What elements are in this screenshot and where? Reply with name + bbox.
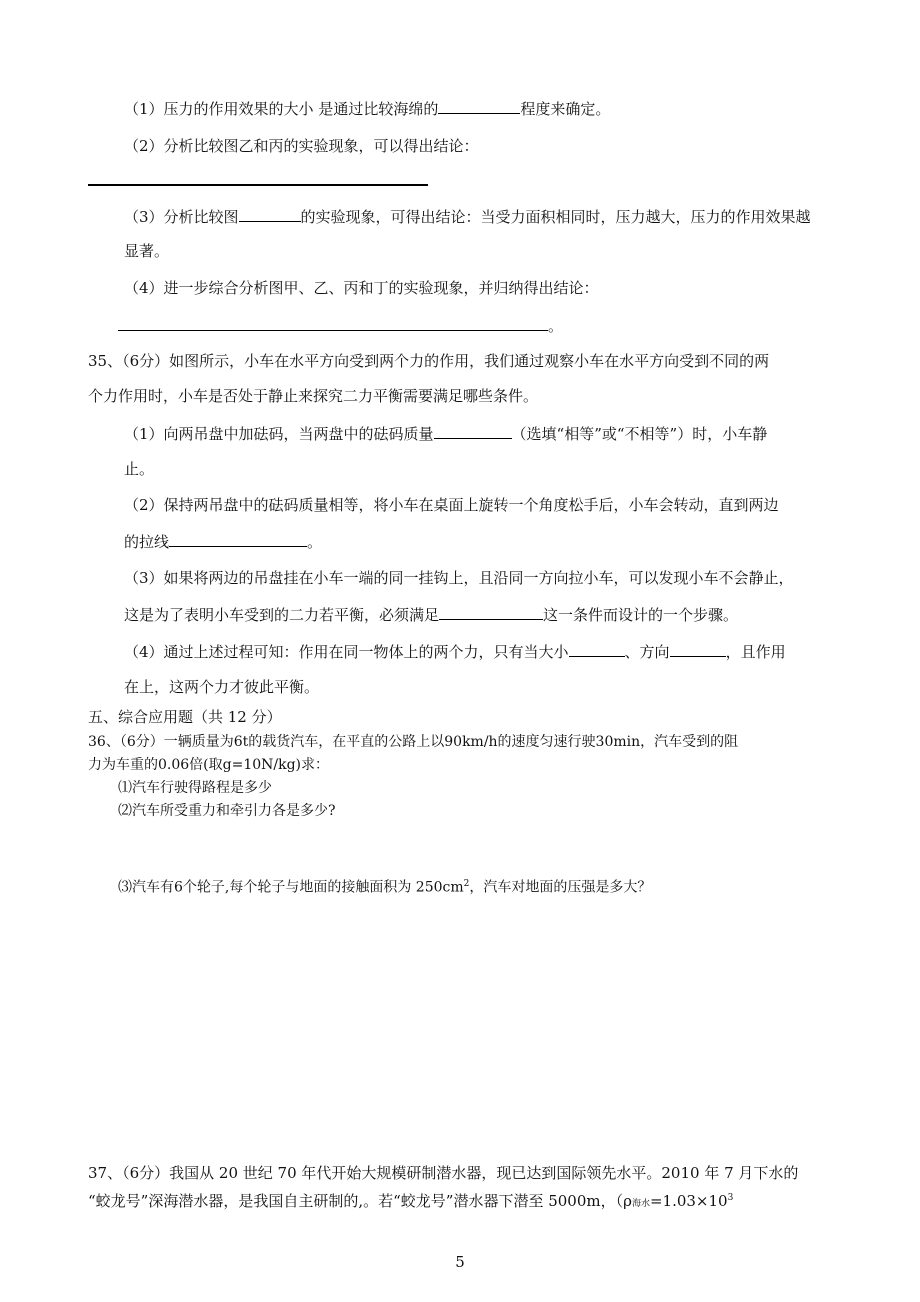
q35-part2-cont: 的拉线 。 — [124, 533, 323, 551]
q34-part4: （4）进一步综合分析图甲、乙、丙和丁的实验现象，并归纳得出结论： — [124, 279, 599, 297]
answer-blank[interactable] — [239, 206, 301, 222]
answer-blank[interactable] — [169, 531, 307, 547]
page-number: 5 — [455, 1253, 465, 1271]
q35-part1: （1）向两吊盘中加砝码，当两盘中的砝码质量 （选填“相等”或“不相等”）时，小车静 — [124, 425, 768, 443]
q35-part4: （4）通过上述过程可知：作用在同一物体上的两个力，只有当大小 、方向 ，且作用 — [124, 643, 786, 661]
q34-part3-cont: 显著。 — [124, 242, 170, 260]
section-heading: 五、综合应用题（共 12 分） — [88, 708, 282, 726]
answer-blank[interactable] — [569, 641, 625, 657]
q35-part4-cont: 在上，这两个力才彼此平衡。 — [124, 678, 320, 696]
answer-blank[interactable] — [118, 315, 548, 331]
q35-part1-cont: 止。 — [124, 460, 155, 478]
answer-blank[interactable] — [434, 423, 512, 439]
q34-part2: （2）分析比较图乙和丙的实验现象，可以得出结论： — [124, 137, 479, 155]
q35-intro-line1: 35、（6分）如图所示，小车在水平方向受到两个力的作用，我们通过观察小车在水平方向受到不同的两 — [88, 352, 770, 370]
q35-intro-line2: 个力作用时，小车是否处于静止来探究二力平衡需要满足哪些条件。 — [88, 387, 539, 405]
q35-part3: （3）如果将两边的吊盘挂在小车一端的同一挂钩上，且沿同一方向拉小车，可以发现小车不会静止， — [124, 569, 794, 587]
answer-blank[interactable] — [439, 604, 543, 620]
answer-blank[interactable] — [438, 98, 520, 114]
q37-line2: “蛟龙号”深海潜水器，是我国自主研制的,。若“蛟龙号”潜水器下潜至 5000m，（ρ海水$=1.03\times 10^3$ — [88, 1192, 734, 1210]
q37-line1: 37、（6分）我国从 20 世纪 70 年代开始大规模研制潜水器，现已达到国际领先水平。2010 年 7 月下水的 — [88, 1164, 799, 1182]
q34-part4-answer: 。 — [118, 315, 563, 336]
q34-part1: （1）压力的作用效果的大小 是通过比较海绵的 程度来确定。 — [124, 100, 611, 118]
answer-line[interactable] — [88, 184, 428, 186]
q36-line2: 力为车重的0.06倍(取g=10N/kg)求： — [88, 757, 330, 773]
q36-sub3: ⑶汽车有6个轮子,每个轮子与地面的接触面积为 $250cm^2$，汽车对地面的压强是多大？ — [118, 879, 652, 896]
answer-blank[interactable] — [670, 641, 726, 657]
q34-part3: （3）分析比较图 的实验现象，可得出结论：当受力面积相同时，压力越大，压力的作用效果越 — [124, 208, 811, 226]
q36-sub2: ⑵汽车所受重力和牵引力各是多少? — [118, 803, 336, 819]
q36-line1: 36、（6分）一辆质量为6t的载货汽车，在平直的公路上以90km/h的速度匀速行驶30min，汽车受到的阻 — [88, 734, 739, 750]
q36-sub1: ⑴汽车行驶得路程是多少 — [118, 780, 272, 796]
q35-part3-cont: 这是为了表明小车受到的二力若平衡，必须满足 这一条件而设计的一个步骤。 — [124, 606, 739, 624]
q35-part2: （2）保持两吊盘中的砝码质量相等，将小车在桌面上旋转一个角度松手后，小车会转动，直到两边 — [124, 496, 779, 514]
